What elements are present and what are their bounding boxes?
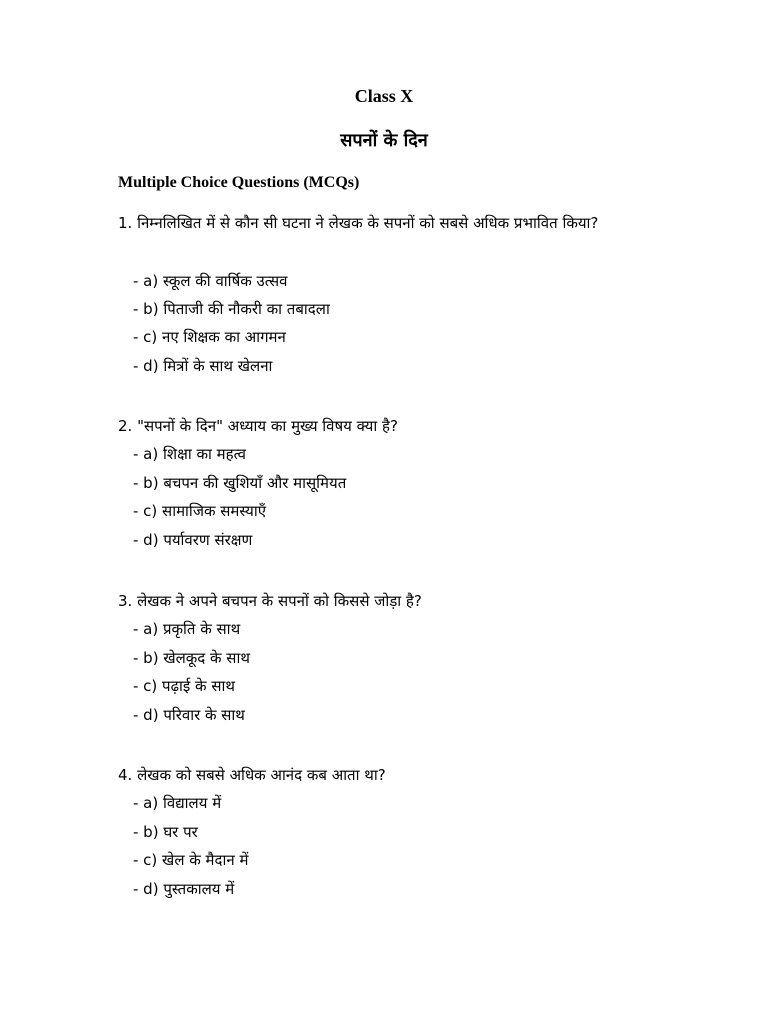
question-4-option-a: - a) विद्यालय में [133, 794, 222, 812]
question-1-option-c: - c) नए शिक्षक का आगमन [133, 328, 286, 346]
question-1-option-d: - d) मित्रों के साथ खेलना [133, 357, 273, 375]
question-2-option-d: - d) पर्यावरण संरक्षण [133, 531, 253, 549]
chapter-title: सपनों के दिन [340, 130, 428, 151]
question-3-text: 3. लेखक ने अपने बचपन के सपनों को किससे जोड़ा है? [118, 592, 422, 610]
question-2-option-b: - b) बचपन की खुशियाँ और मासूमियत [133, 474, 347, 492]
question-2-text: 2. "सपनों के दिन" अध्याय का मुख्य विषय क्या है? [118, 417, 398, 435]
question-3-option-c: - c) पढ़ाई के साथ [133, 677, 235, 695]
question-3-option-b: - b) खेलकूद के साथ [133, 649, 250, 667]
question-2-option-a: - a) शिक्षा का महत्व [133, 445, 246, 463]
section-heading: Multiple Choice Questions (MCQs) [118, 174, 360, 191]
class-title: Class X [354, 86, 414, 106]
question-4-option-b: - b) घर पर [133, 823, 198, 841]
question-4-option-d: - d) पुस्तकालय में [133, 880, 235, 898]
question-3-option-a: - a) प्रकृति के साथ [133, 620, 241, 638]
question-1-option-a: - a) स्कूल की वार्षिक उत्सव [133, 272, 288, 290]
question-4-text: 4. लेखक को सबसे अधिक आनंद कब आता था? [118, 766, 386, 784]
question-1-text: 1. निम्नलिखित में से कौन सी घटना ने लेखक के सपनों को सबसे अधिक प्रभावित किया? [118, 214, 599, 232]
question-3-option-d: - d) परिवार के साथ [133, 706, 245, 724]
question-2-option-c: - c) सामाजिक समस्याएँ [133, 502, 267, 520]
question-4-option-c: - c) खेल के मैदान में [133, 851, 249, 869]
question-1-option-b: - b) पिताजी की नौकरी का तबादला [133, 300, 330, 318]
